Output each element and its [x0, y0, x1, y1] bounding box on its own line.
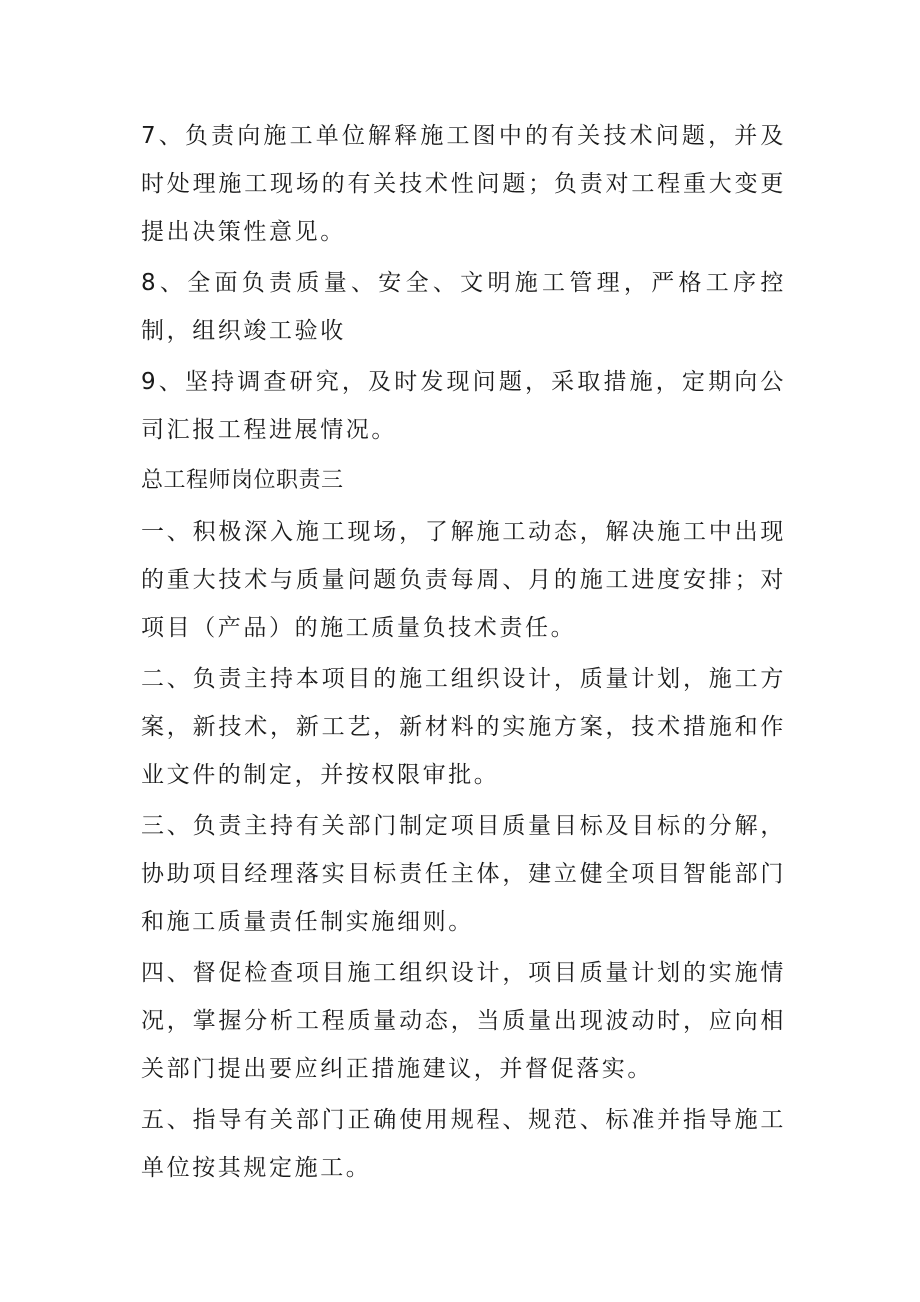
section-heading: 总工程师岗位职责三 — [141, 468, 344, 493]
paragraph-item-five: 五、指导有关部门正确使用规程、规范、标准并指导施工单位按其规定施工。 — [141, 1107, 786, 1181]
paragraph-item-three: 三、负责主持有关部门制定项目质量目标及目标的分解，协助项目经理落实目标责任主体，建立健全项目智能部门和施工质量责任制实施细则。 — [141, 813, 786, 935]
document-body — [141, 112, 786, 1195]
paragraph-item-four: 四、督促检查项目施工组织设计，项目质量计划的实施情况，掌握分析工程质量动态，当质量出现波动时，应向相关部门提出要应纠正措施建议，并督促落实。 — [141, 960, 786, 1082]
paragraph-item-two: 二、负责主持本项目的施工组织设计，质量计划，施工方案，新技术，新工艺，新材料的实施方案，技术措施和作业文件的制定，并按权限审批。 — [141, 666, 786, 788]
paragraph-item-9: 9、坚持调查研究，及时发现问题，采取措施，定期向公司汇报工程进展情况。 — [141, 369, 786, 443]
paragraph-item-7: 7、负责向施工单位解释施工图中的有关技术问题，并及时处理施工现场的有关技术性问题；负责对工程重大变更提出决策性意见。 — [141, 123, 786, 245]
paragraph-item-one: 一、积极深入施工现场，了解施工动态，解决施工中出现的重大技术与质量问题负责每周、月的施工进度安排；对项目（产品）的施工质量负技术责任。 — [141, 519, 786, 641]
paragraph-item-8: 8、全面负责质量、安全、文明施工管理，严格工序控制，组织竣工验收 — [141, 270, 786, 344]
